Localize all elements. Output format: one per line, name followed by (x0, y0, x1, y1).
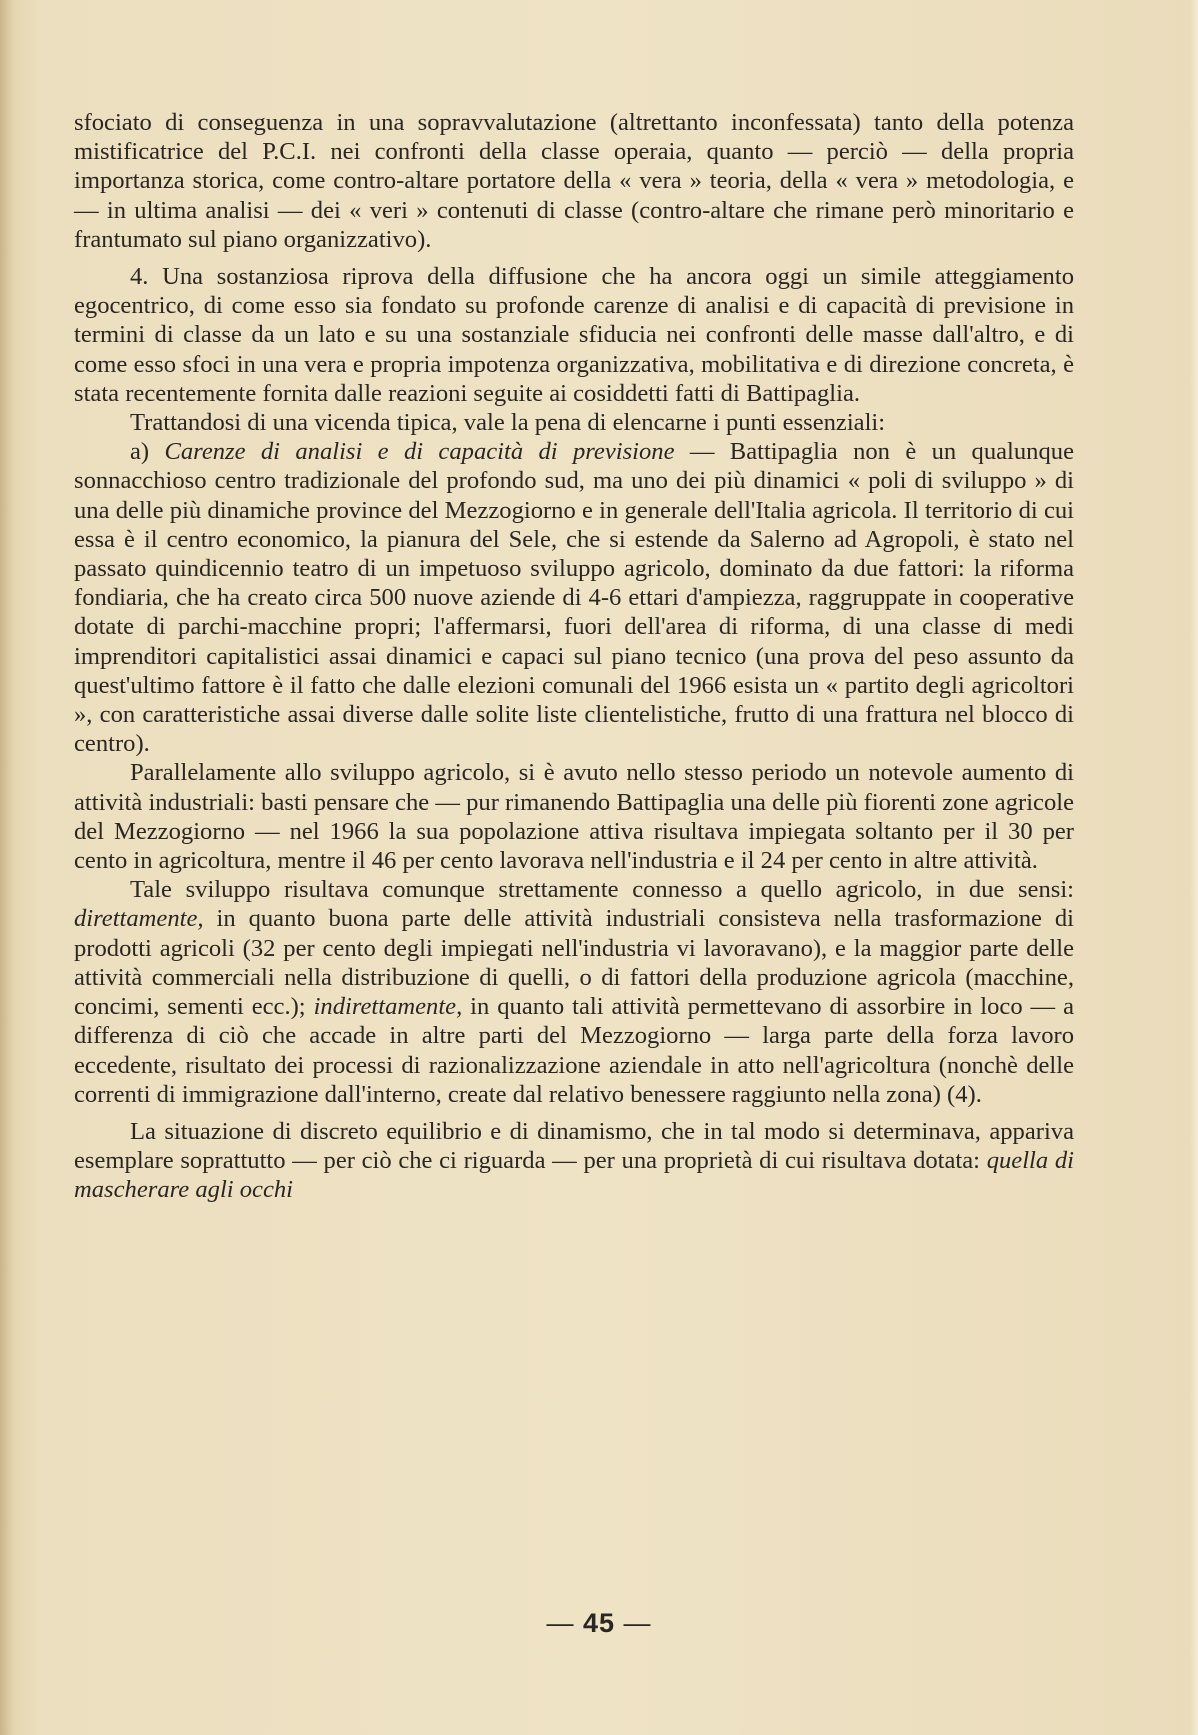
paragraph (74, 875, 1074, 1109)
body-text (74, 108, 1074, 1205)
italic-segment: Carenze di analisi e di capacità di previsione (164, 438, 675, 466)
text-segment: in quanto tali attività permettevano di assorbire in loco — a differenza di ciò che accade in altre parti del Mezzogiorno — larga parte della forza lavoro eccedente, risultato dei processi di razionalizzazione aziendale in atto nell'agricoltura (nonchè delle correnti di immigrazione dall'interno, create dal relativo benessere raggiunto nella zona) (4). (74, 993, 1074, 1108)
paragraph (74, 437, 1074, 758)
paragraph (74, 1117, 1074, 1205)
page-body (74, 108, 1074, 1205)
italic-segment: quella di mascherare agli occhi (74, 1147, 1074, 1204)
text-segment: Parallelamente allo sviluppo agricolo, si è avuto nello stesso periodo un notevole aumento di attività industriali: basti pensare che — pur rimanendo Battipaglia una delle più fiorenti zone agricole del Mezzogiorno — nel 1966 la sua popolazione attiva risultava impiegata soltanto per il 30 per cento in agricoltura, mentre il 46 per cento lavorava nell'industria e il 24 per cento in altre attività. (74, 759, 1074, 875)
footer-dash-left: — (546, 1608, 575, 1638)
text-segment: La situazione di discreto equilibrio e di dinamismo, che in tal modo si determinava, appariva esemplare soprattutto — per ciò che ci riguarda — per una proprietà di cui risultava dotata: (74, 1117, 1074, 1175)
paragraph (74, 758, 1074, 875)
paragraph (74, 408, 1074, 437)
paragraph (74, 108, 1074, 254)
page-number-footer (0, 1608, 1198, 1639)
text-segment: — Battipaglia non è un qualunque sonnacchioso centro tradizionale del profondo sud, ma uno dei più dinamici « poli di sviluppo » di una delle più dinamiche province del Mezzogiorno e in generale dell'Italia agricola. Il territorio di cui essa è il centro economico, la pianura del Sele, che si estende da Salerno ad Agropoli, è stato nel passato quindicennio teatro di un impetuoso sviluppo agricolo, dominato da due fattori: la riforma fondiaria, che ha creato circa 500 nuove aziende di 4-6 ettari d'ampiezza, raggruppate in cooperative dotate di parchi-macchine propri; l'affermarsi, fuori dell'area di riforma, di una classe di medi imprenditori capitalistici assai dinamici e capaci sul piano tecnico (una prova del peso assunto da quest'ultimo fattore è il fatto che dalle elezioni comunali del 1966 esista un « partito degli agricoltori », con caratteristiche assai diverse dalle solite liste clientelistiche, frutto di una frattura nel blocco di centro). (74, 438, 1074, 758)
italic-segment: direttamente, (74, 905, 204, 933)
text-segment: Trattandosi di una vicenda tipica, vale la pena di elencarne i punti essenziali: (130, 409, 886, 437)
paragraph (74, 262, 1074, 408)
text-segment: 4. Una sostanziosa riprova della diffusione che ha ancora oggi un simile atteggiamento egocentrico, di come esso sia fondato su profonde carenze di analisi e di capacità di previsione in termini di classe da un lato e su una sostanziale sfiducia nei confronti delle masse dall'altro, e di come esso sfoci in una vera e propria impotenza organizzativa, mobilitativa e di direzione concreta, è stata recentemente fornita dalle reazioni seguite ai cosiddetti fatti di Battipaglia. (74, 263, 1074, 407)
footer-dash-right: — (623, 1608, 652, 1638)
italic-segment: indirettamente, (313, 993, 463, 1021)
page-number: 45 (582, 1608, 616, 1638)
text-segment: Tale sviluppo risultava comunque strettamente connesso a quello agricolo, in due sensi: (130, 876, 1074, 904)
text-segment: sfociato di conseguenza in una sopravvalutazione (altrettanto inconfessata) tanto della potenza mistificatrice del P.C.I. nei confronti della classe operaia, quanto — perciò — della propria importanza storica, come contro-altare portatore della « vera » teoria, della « vera » metodologia, e — in ultima analisi — dei « veri » contenuti di classe (contro-altare che rimane però minoritario e frantumato sul piano organizzativo). (74, 109, 1074, 253)
text-segment: a) (130, 438, 165, 466)
text-segment: in quanto buona parte delle attività industriali consisteva nella trasformazione di prodotti agricoli (32 per cento degli impiegati nell'industria vi lavoravano), e la maggior parte delle attività commerciali nella distribuzione di quelli, o di fattori della produzione agricola (macchine, concimi, sementi ecc.); (74, 905, 1074, 1021)
